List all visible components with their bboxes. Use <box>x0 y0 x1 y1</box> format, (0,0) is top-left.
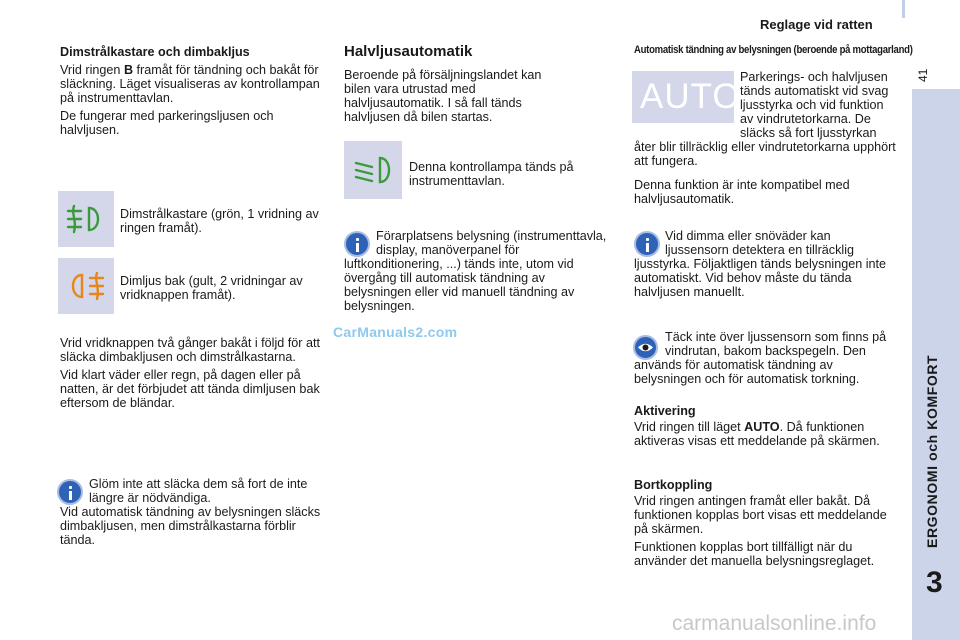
front-fog-text: Dimstrålkastare (grön, 1 vridning av ringen framåt). <box>120 207 319 235</box>
dipped-beam-icon-box <box>344 141 402 199</box>
auto-label: AUTO <box>640 77 741 116</box>
activation-text <box>634 420 896 448</box>
col3-heading: Automatisk tändning av belysningen (beroende på mottagarland) <box>634 44 913 56</box>
col1-p5: Vid automatisk tändning av belysningen släcks dimbakljusen, men dimstrålkastarna förblir tända. <box>60 505 321 547</box>
col2-lamp-text: Denna kontrollampa tänds på instrumenttavlan. <box>409 160 574 188</box>
deactivation-heading: Bortkoppling <box>634 478 713 492</box>
carmanuals-watermark: CarManuals2.com <box>333 324 458 340</box>
rear-fog-text: Dimljus bak (gult, 2 vridningar av vridknappen framåt). <box>120 274 303 302</box>
col2-note <box>344 229 609 313</box>
col1-p1-post: framåt för tändning och bakåt för släckning. Läget visualiseras av kontrollampan på instrumenttavlan. <box>60 63 320 105</box>
col3-note2-text: Täck inte över ljussensorn som finns på vindrutan, bakom backspegeln. Den används för automatisk tändning av belysningen och för automatisk torkning. <box>634 330 887 386</box>
col3-p1-text: Parkerings- och halvljusen tänds automatiskt vid svag ljusstyrka och vid funktion av vindrutetorkarna. De släcks så fort ljusstyrkan åter blir tillräcklig eller vindrutetorkarna upphört att fungera. <box>634 70 896 168</box>
chapter-number: 3 <box>926 566 943 599</box>
activation-heading: Aktivering <box>634 404 696 418</box>
front-fog-icon-box <box>58 191 114 247</box>
col1-p1-bold: B <box>123 63 134 77</box>
front-fog-lamp-icon <box>58 191 114 247</box>
activation-bold: AUTO <box>744 420 780 434</box>
col1-p4: Vid klart väder eller regn, på dagen eller på natten, är det förbjudet att tända dimljusen bak eftersom de bländar. <box>60 368 320 410</box>
col2-note-text: Förarplatsens belysning (instrumenttavla, display, manöverpanel för luftkonditionering, ...) tänds inte, utom vid övergång till automatisk tändning av belysningen eller vid manuell tändning av belysningen. <box>344 229 607 313</box>
col1-p2: De fungerar med parkeringsljusen och halvljusen. <box>60 109 274 137</box>
rear-fog-icon-box <box>58 258 114 314</box>
col3-p1 <box>634 70 896 168</box>
page-header-title: Reglage vid ratten <box>760 17 873 32</box>
note-indent <box>344 229 376 257</box>
auto-indent <box>634 70 740 127</box>
deact-p1: Vrid ringen antingen framåt eller bakåt. Då funktionen kopplas bort visas ett meddelande på skärmen. <box>634 494 887 536</box>
note-indent <box>634 229 665 257</box>
deact-p2: Funktionen kopplas bort tillfälligt när du använder det manuella belysningsreglaget. <box>634 540 875 568</box>
col1-p1-pre: Vrid ringen <box>60 63 124 77</box>
col3-note1 <box>634 229 896 299</box>
note-indent <box>634 330 665 358</box>
info-icon <box>57 479 83 505</box>
deactivation-body <box>634 494 900 572</box>
page-number: 41 <box>916 68 930 82</box>
col1-note1: Glöm inte att släcka dem så fort de inte längre är nödvändiga. <box>89 477 308 505</box>
col1-body <box>60 336 320 414</box>
col2-p1: Beroende på försäljningslandet kan bilen vara utrustad med halvljusautomatik. I så fall tänds halvljusen då bilen startas. <box>344 68 542 124</box>
col1-intro <box>60 63 325 141</box>
section-title: ERGONOMI och KOMFORT <box>924 354 940 548</box>
col1-p3: Vrid vridknappen två gånger bakåt i följd för att släcka dimbakljusen och dimstrålkastarna. <box>60 336 320 364</box>
col3-note1-text: Vid dimma eller snöväder kan ljussensorn detektera en tillräcklig ljusstyrka. Följaktligen tänds belysningen inte automatiskt. Vid behov måste du tända halvljusen manuellt. <box>634 229 887 299</box>
activation-post: . Då funktionen aktiveras visas ett meddelande på skärmen. <box>634 420 880 448</box>
footer-watermark: carmanualsonline.info <box>672 612 877 635</box>
col3-p2: Denna funktion är inte kompatibel med halvljusautomatik. <box>634 178 850 206</box>
col3-note2 <box>634 330 896 386</box>
col2-heading: Halvljusautomatik <box>344 43 473 60</box>
activation-pre: Vrid ringen till läget <box>634 420 745 434</box>
dipped-beam-lamp-icon <box>344 141 402 199</box>
col1-heading: Dimstrålkastare och dimbakljus <box>60 45 250 59</box>
rear-fog-lamp-icon <box>58 258 114 314</box>
chapter-sidebar <box>902 0 960 640</box>
